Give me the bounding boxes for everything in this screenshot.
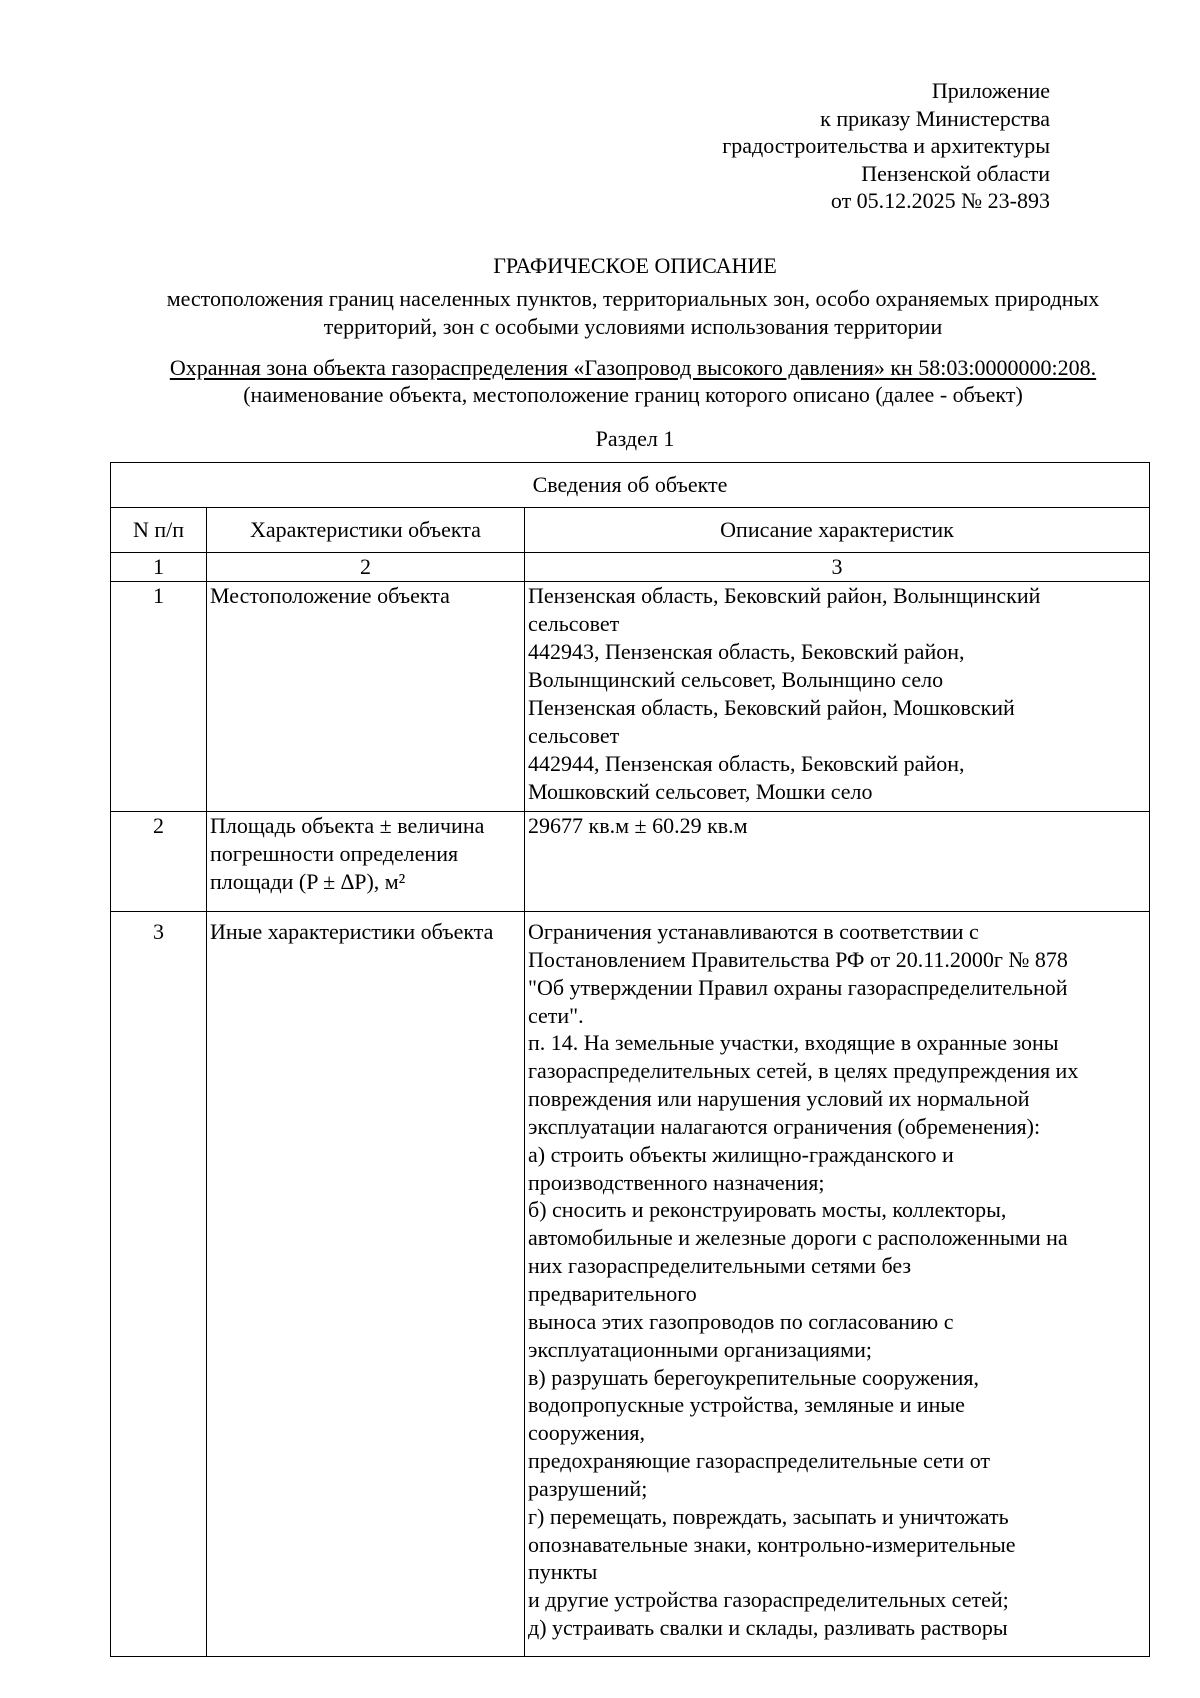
appendix-line: Приложение	[931, 78, 1050, 103]
table-caption-row	[111, 463, 1150, 508]
document-title: ГРАФИЧЕСКОЕ ОПИСАНИЕ	[493, 253, 777, 278]
row-description	[525, 912, 1150, 1657]
column-number-row	[111, 553, 1150, 582]
table-row	[111, 812, 1150, 912]
description-line: эксплуатационными организациями;	[528, 1336, 872, 1362]
description-line: производственного назначения;	[528, 1169, 825, 1195]
column-header: N п/п	[111, 508, 207, 553]
description-line: 442943, Пензенская область, Бековский район,	[528, 639, 965, 664]
row-characteristic	[207, 582, 525, 812]
object-info-table	[110, 462, 1150, 1657]
description-line: выноса этих газопроводов по согласованию с	[528, 1308, 954, 1334]
description-line: них газораспределительными сетями без	[528, 1253, 912, 1279]
table-row	[111, 912, 1150, 1657]
characteristic-line: площади (P ± ∆P), м²	[210, 869, 406, 894]
description-line: в) разрушать берегоукрепительные сооружения,	[528, 1364, 979, 1390]
description-line: сети".	[528, 1002, 584, 1028]
description-line: автомобильные и железные дороги с расположенными на	[528, 1225, 1068, 1251]
column-number: 2	[207, 553, 525, 582]
description-line: Мошковский сельсовет, Мошки село	[528, 779, 873, 804]
description-line: газораспределительных сетей, в целях предупреждения их	[528, 1058, 1079, 1084]
appendix-line: к приказу Министерства	[820, 105, 1050, 131]
row-characteristic	[207, 912, 525, 1657]
description-line: 442944, Пензенская область, Бековский район,	[528, 751, 965, 776]
table-caption: Сведения об объекте	[111, 463, 1150, 508]
column-number: 3	[525, 553, 1150, 582]
description-line: б) сносить и реконструировать мосты, коллекторы,	[528, 1197, 1007, 1223]
description-line: предохраняющие газораспределительные сети от	[528, 1448, 991, 1474]
characteristic-line: Площадь объекта ± величина	[210, 813, 485, 838]
description-line: сооружения,	[528, 1420, 646, 1446]
object-name-text: Охранная зона объекта газораспределения «Газопровод высокого давления» кн 58:03:0000000:208.	[169, 355, 1097, 380]
object-name	[118, 354, 1148, 381]
description-line: д) устраивать свалки и склады, разливать растворы	[528, 1615, 1008, 1641]
description-line: пункты	[528, 1559, 598, 1585]
column-number: 1	[111, 553, 207, 582]
characteristic-line: погрешности определения	[210, 841, 459, 866]
row-description	[525, 582, 1150, 812]
column-header: Характеристики объекта	[207, 508, 525, 553]
description-line: эксплуатации налагаются ограничения (обременения):	[528, 1113, 1041, 1139]
description-line: опознавательные знаки, контрольно-измерительные	[528, 1531, 1016, 1557]
appendix-block	[450, 77, 1050, 215]
description-line: сельсовет	[528, 611, 620, 636]
description-line: Волынщинский сельсовет, Волынщино село	[528, 667, 944, 692]
description-line: п. 14. На земельные участки, входящие в охранные зоны	[528, 1030, 1059, 1056]
appendix-line: градостроительства и архитектуры	[722, 133, 1050, 159]
description-line: и другие устройства газораспределительных сетей;	[528, 1587, 1009, 1613]
description-line: Пензенская область, Бековский район, Волынщинский	[528, 583, 1041, 608]
row-number: 3	[111, 912, 207, 1657]
row-number: 2	[111, 812, 207, 912]
description-line: Ограничения устанавливаются в соответствии с	[528, 919, 979, 944]
description-line: сельсовет	[528, 723, 620, 748]
description-line: повреждения или нарушения условий их нормальной	[528, 1086, 1030, 1112]
row-characteristic	[207, 812, 525, 912]
description-line: "Об утверждении Правил охраны газораспределительной	[528, 974, 1068, 1000]
description-line: а) строить объекты жилищно-гражданского и	[528, 1141, 954, 1167]
table-header-row	[111, 508, 1150, 553]
row-description	[525, 812, 1150, 912]
appendix-line: от 05.12.2025 № 23-893	[830, 188, 1050, 214]
characteristic-line: Местоположение объекта	[210, 583, 450, 608]
description-line: разрушений;	[528, 1475, 648, 1501]
section-heading: Раздел 1	[595, 426, 675, 451]
description-line: водопропускные устройства, земляные и иные	[528, 1392, 965, 1418]
description-line: Постановлением Правительства РФ от 20.11.2000г № 878	[528, 946, 1068, 972]
description-line: г) перемещать, повреждать, засыпать и уничтожать	[528, 1503, 1009, 1529]
description-line: Пензенская область, Бековский район, Мошковский	[528, 695, 1015, 720]
table-row	[111, 582, 1150, 812]
description-line: 29677 кв.м ± 60.29 кв.м	[528, 813, 748, 838]
object-caption: (наименование объекта, местоположение границ которого описано (далее - объект)	[243, 382, 1023, 407]
characteristic-line: Иные характеристики объекта	[210, 919, 494, 944]
row-number: 1	[111, 582, 207, 812]
appendix-line: Пензенской области	[861, 160, 1050, 186]
description-line: предварительного	[528, 1280, 697, 1306]
column-header: Описание характеристик	[525, 508, 1150, 553]
document-subtitle: местоположения границ населенных пунктов, территориальных зон, особо охраняемых природных территорий, зон с особыми условиями использования территории	[166, 286, 1100, 339]
